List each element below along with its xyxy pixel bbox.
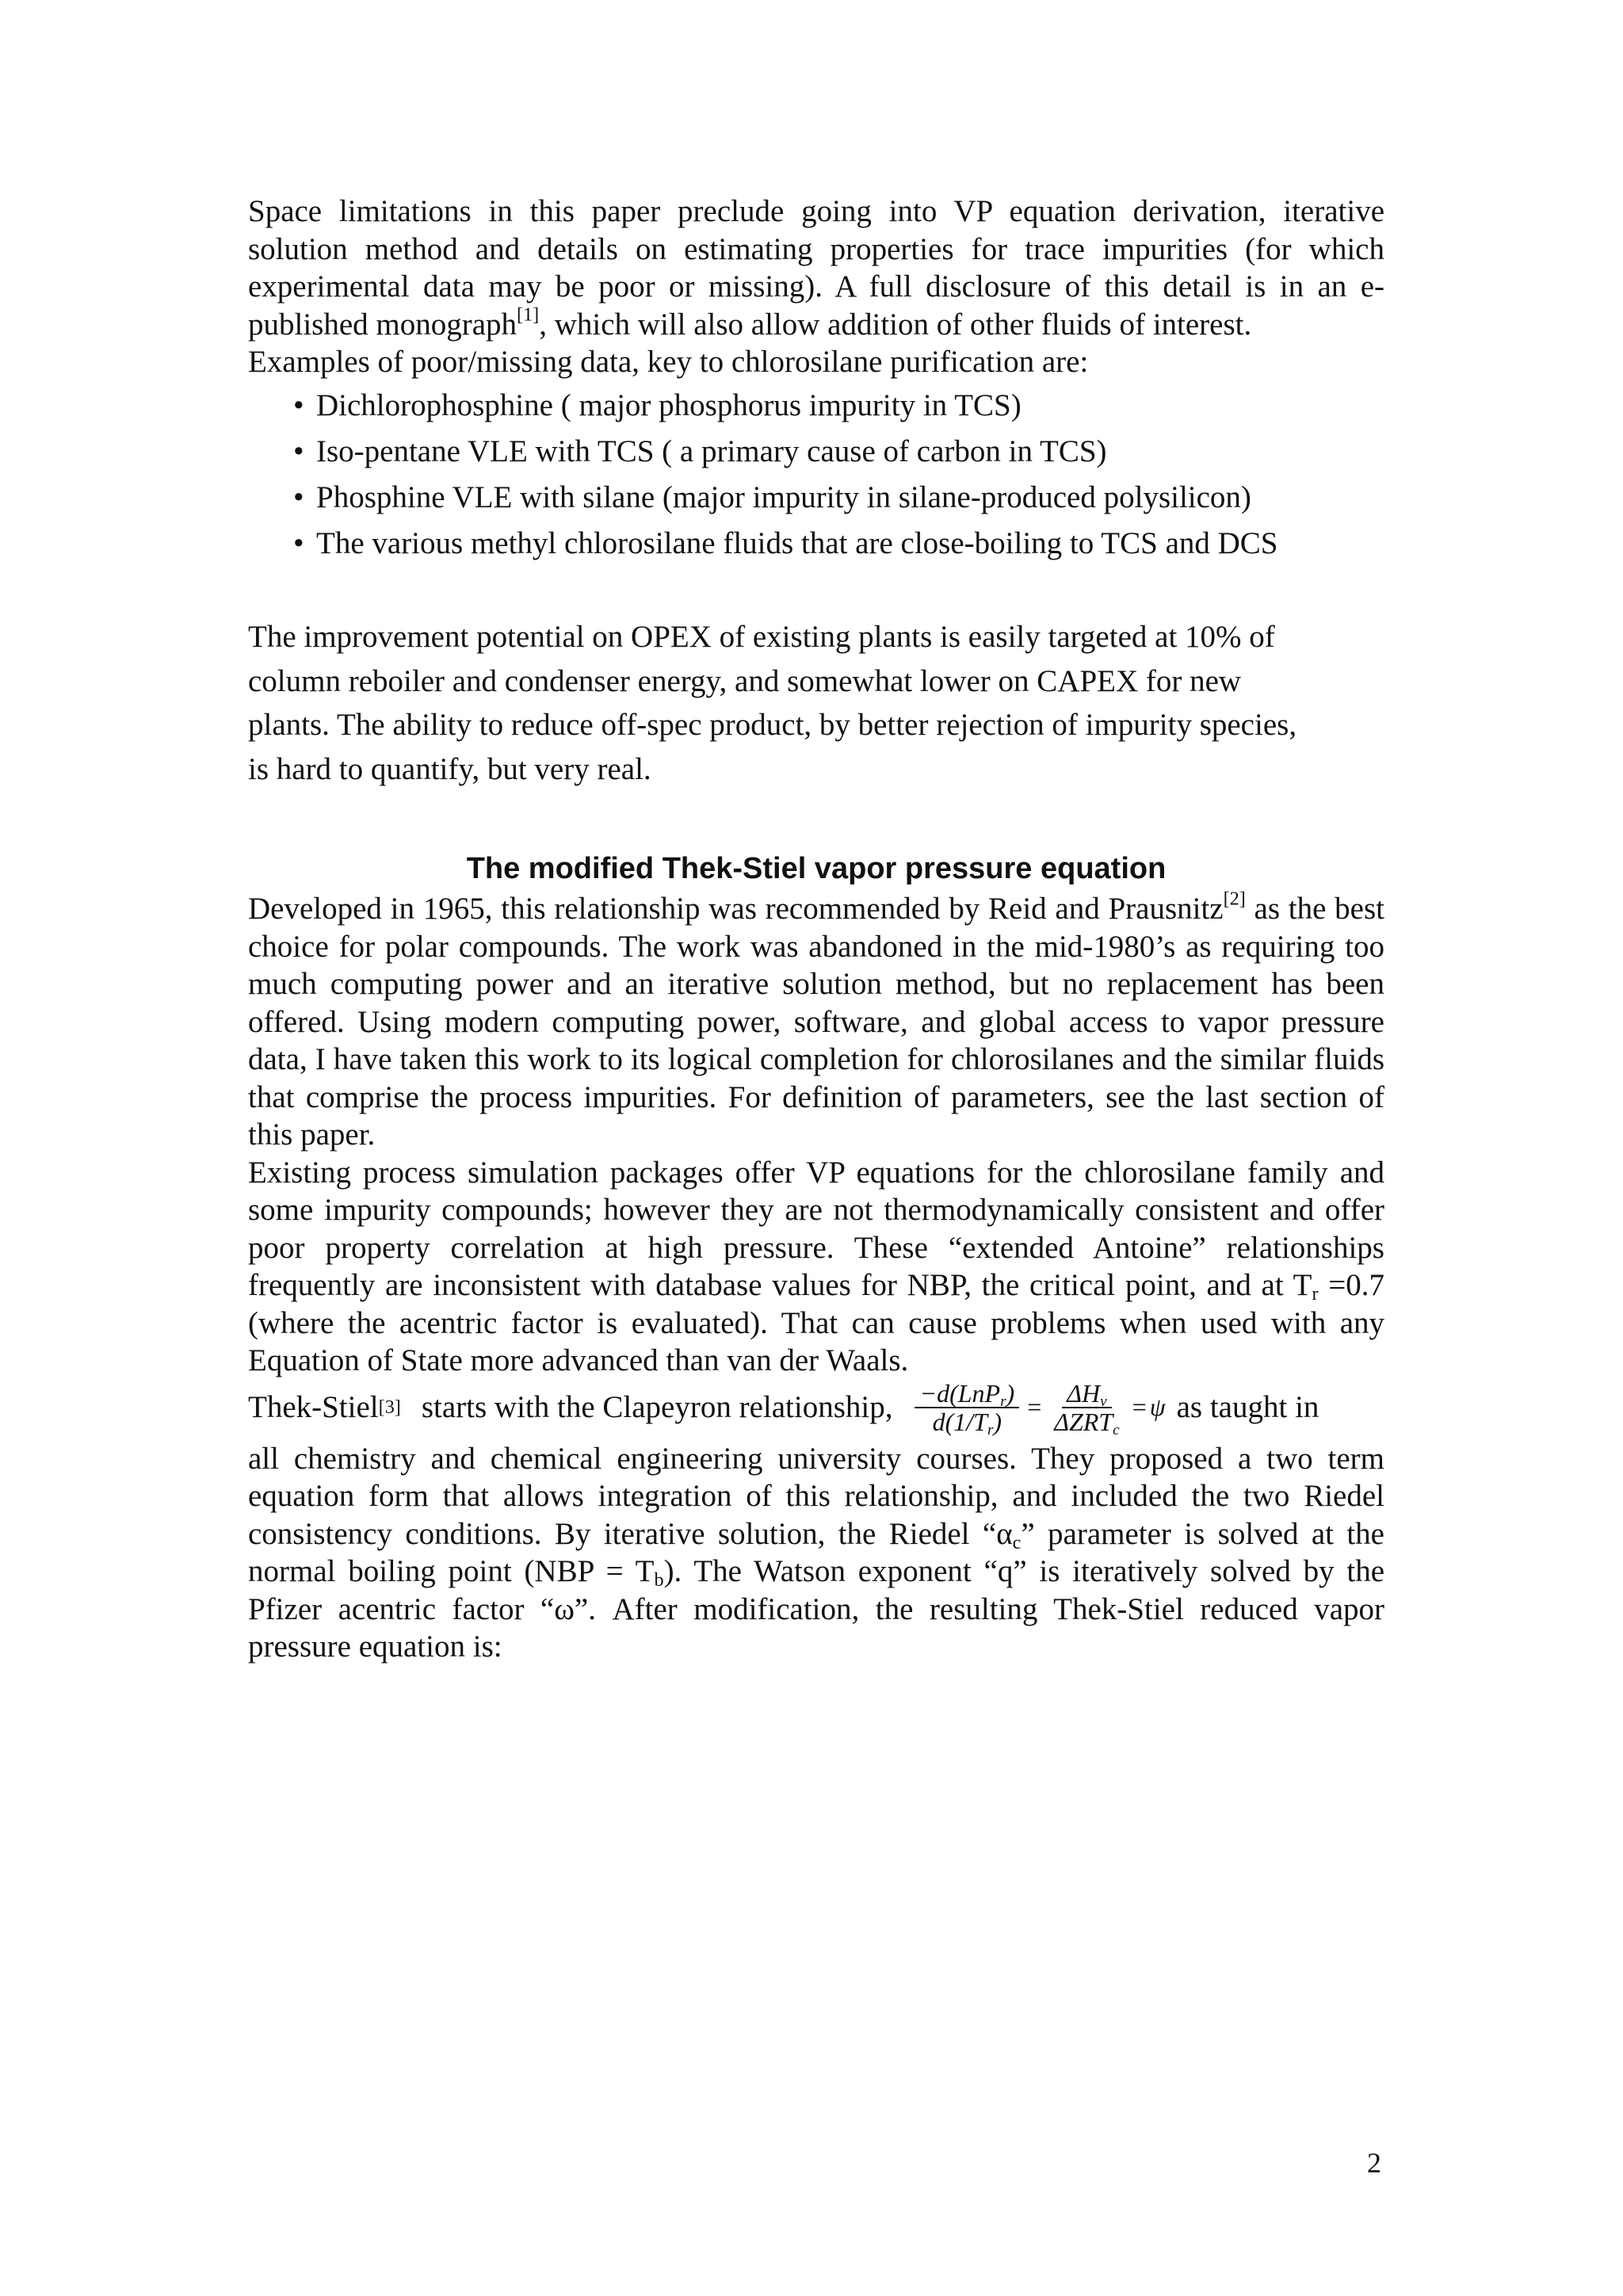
psi-symbol: ψ [1149, 1392, 1166, 1421]
section-heading: The modified Thek-Stiel vapor pressure equation [466, 852, 1167, 885]
improvement-line: The improvement potential on OPEX of existing plants is easily targeted at 10% of [248, 620, 1275, 654]
intro-text: Space limitations in this paper preclude going into VP equation derivation, iterative solution method and details on estimating properties for trace impurities (for which experimental data may be poor or missing). A full disclosure of this detail is in an e-published monograph [248, 194, 1384, 342]
intro-block [248, 193, 1384, 381]
eq-sub: c [1113, 1421, 1120, 1438]
section-paragraph-4 [248, 1440, 1384, 1666]
bullet-icon: • [293, 388, 304, 422]
eq-sub: r [1000, 1392, 1006, 1410]
section-text: Thek-Stiel [248, 1389, 379, 1424]
clapeyron-equation [910, 1378, 1166, 1438]
equals-sign: = [1132, 1392, 1147, 1421]
section-text: as taught in [1176, 1389, 1319, 1424]
intro-text-cont: , which will also allow addition of other fluids of interest. [539, 307, 1252, 342]
section-text: =0.7 (where the acentric factor is evaluated). That can cause problems when used with any Equation of State more advanced than van der Waals. [248, 1268, 1384, 1377]
lhs-denominator [928, 1407, 1006, 1438]
eq-text: ΔZRT [1054, 1407, 1113, 1436]
section-text: Existing process simulation packages offer VP equations for the chlorosilane family and some impurity compounds; however they are not thermodynamically consistent and offer poor property correlation at high pressure. These “extended Antoine” relationships frequently are inconsistent with database values for NBP, the critical point, and at T [248, 1155, 1384, 1302]
eq-text: ) [1006, 1378, 1015, 1408]
examples-list [248, 383, 1384, 567]
equals-sign: = [1027, 1392, 1042, 1421]
list-item-text: Phosphine VLE with silane (major impurity in silane-produced polysilicon) [316, 480, 1251, 514]
bullet-icon: • [293, 480, 304, 514]
bullet-icon: • [293, 434, 304, 468]
intro-paragraph [248, 193, 1384, 343]
eq-text: ΔH [1067, 1378, 1101, 1408]
rhs-fraction [1049, 1378, 1124, 1438]
list-item [248, 521, 1384, 567]
rhs-denominator [1049, 1407, 1124, 1438]
bullet-icon: • [293, 526, 304, 560]
list-item [248, 429, 1384, 475]
section-text: starts with the Clapeyron relationship, [421, 1389, 893, 1424]
eq-text: d(1/T [932, 1407, 987, 1436]
improvement-paragraph [248, 615, 1384, 791]
eq-sub: v [1100, 1392, 1107, 1410]
eq-text: −d(LnP [919, 1378, 1001, 1408]
section-paragraph-2 [248, 1154, 1384, 1380]
section-text: all chemistry and chemical engineering university courses. They proposed a two term equation form that allows integration of this relationship, and included the two Riedel consistency conditions. By iterative solution, the Riedel “α [248, 1441, 1384, 1551]
section-text: as the best choice for polar compounds. The work was abandoned in the mid-1980’s as requiring too much computing power and an iterative solution method, but no replacement has been offered. Using modern computing power, software, and global access to vapor pressure data, I have taken this work to its logical completion for chlorosilanes and the similar fluids that comprise the process impurities. For definition of parameters, see the last section of this paper. [248, 892, 1384, 1152]
improvement-line: column reboiler and condenser energy, and somewhat lower on CAPEX for new [248, 663, 1242, 698]
lhs-numerator [915, 1380, 1019, 1408]
list-item-text: Iso-pentane VLE with TCS ( a primary cause of carbon in TCS) [316, 434, 1107, 468]
section-text: Developed in 1965, this relationship was recommended by Reid and Prausnitz [248, 892, 1224, 926]
section-text: ). The Watson exponent “q” is iteratively solved by the Pfizer acentric factor “ω”. After modification, the resulting Thek-Stiel reduced vapor pressure equation is: [248, 1554, 1385, 1664]
lhs-fraction [915, 1378, 1019, 1438]
subscript: r [1312, 1283, 1319, 1305]
examples-lead: Examples of poor/missing data, key to chlorosilane purification are: [248, 345, 1089, 379]
page-number: 2 [1367, 2147, 1381, 2179]
section-paragraph-1 [248, 890, 1384, 1154]
improvement-line: is hard to quantify, but very real. [248, 751, 651, 786]
section-body [248, 890, 1384, 1666]
list-item [248, 475, 1384, 521]
clapeyron-line: Thek-Stiel [3] starts with the Clapeyron relationship, $\frac{-d(LnP_r)}{d(1/T_r)}$ = $\frac{\Delta H_v}{\Delta ZRT_c}$ = ψ as taught in [248, 1378, 1319, 1438]
list-item [248, 383, 1384, 429]
subscript: c [1012, 1531, 1022, 1553]
reference-2: [2] [1223, 888, 1246, 910]
reference-1: [1] [517, 304, 540, 326]
rhs-numerator [1062, 1380, 1111, 1408]
subscript: b [654, 1569, 664, 1591]
list-item-text: Dichlorophosphine ( major phosphorus impurity in TCS) [316, 388, 1022, 422]
list-item-text: The various methyl chlorosilane fluids that are close-boiling to TCS and DCS [316, 526, 1278, 560]
eq-sub: r [987, 1421, 994, 1438]
improvement-line: plants. The ability to reduce off-spec product, by better rejection of impurity species, [248, 708, 1297, 742]
section-text: ” parameter is solved at the normal boiling point (NBP = T [248, 1516, 1384, 1588]
eq-text: ) [993, 1407, 1002, 1436]
